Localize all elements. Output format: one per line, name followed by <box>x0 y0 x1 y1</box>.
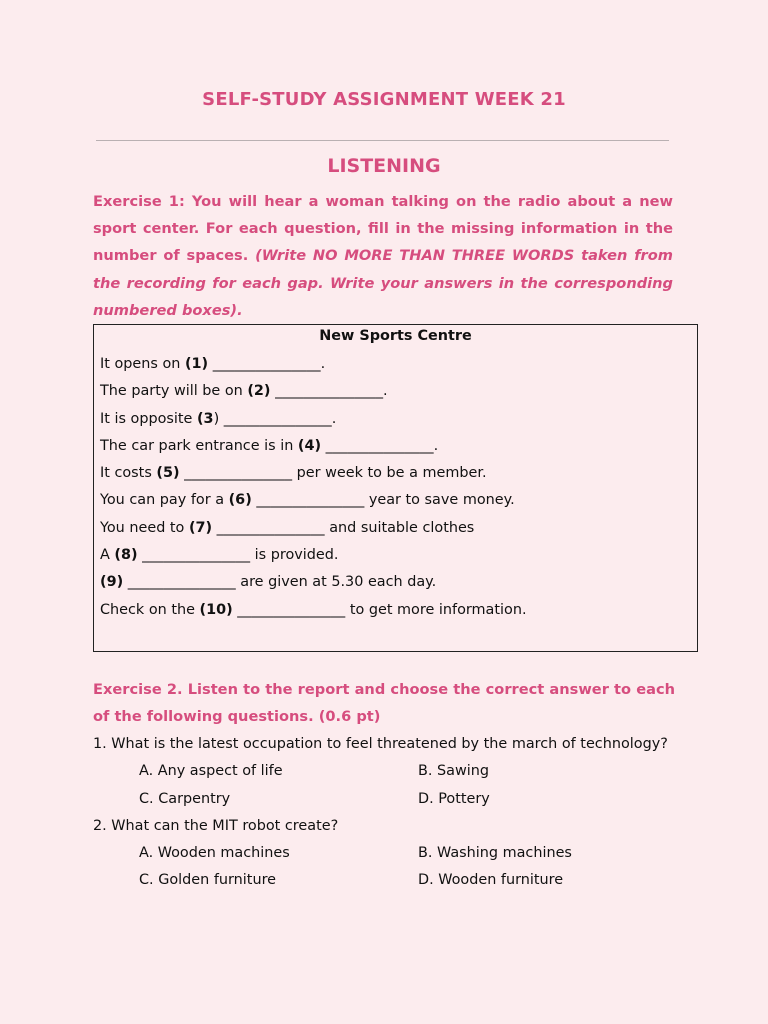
gap-number: (10) <box>199 601 233 618</box>
divider <box>96 140 669 141</box>
gap-text-before: You can pay for a <box>100 492 229 509</box>
gap-line-6 <box>100 487 697 514</box>
question-list <box>93 731 675 895</box>
option-c: C. Carpentry <box>139 790 231 807</box>
exercise-1-text: Exercise 1: You will hear a woman talking on the radio about a new sport center. For each question, fill in the missing information in the number of spaces. <box>93 193 673 265</box>
gap-text-before: You need to <box>100 519 189 536</box>
gap-line-8 <box>100 542 697 569</box>
section-heading: LISTENING <box>327 155 441 177</box>
option-b: B. Washing machines <box>418 845 572 862</box>
gap-text-before: The party will be on <box>100 383 248 400</box>
gap-text-before: The car park entrance is in <box>100 437 298 454</box>
gap-number: (9) <box>100 574 124 591</box>
gap-number: (8) <box>114 547 138 564</box>
gap-text-after: _______________. <box>270 383 388 400</box>
gap-text-after: _______________ to get more information. <box>232 601 527 618</box>
gap-number: (1) <box>184 356 209 372</box>
gap-number: (3 <box>196 410 214 427</box>
gap-number: (7) <box>188 519 213 536</box>
gap-text-after: _______________ per week to be a member. <box>179 465 487 482</box>
gap-text-before: It opens on <box>100 356 185 372</box>
gap-text-after: _______________. <box>208 356 326 372</box>
gap-line-4 <box>100 433 697 460</box>
gap-text-after: _______________ is provided. <box>137 547 339 564</box>
box-title: New Sports Centre <box>319 328 472 344</box>
gap-line-2 <box>100 378 697 405</box>
option-d: D. Pottery <box>418 790 490 807</box>
gap-line-10 <box>100 597 697 624</box>
gap-number: (2) <box>247 383 271 400</box>
gap-text-after: _______________. <box>321 437 439 454</box>
option-row <box>93 867 675 894</box>
gap-number: (5) <box>156 465 180 482</box>
option-row <box>93 786 675 813</box>
fill-in-box <box>93 324 698 652</box>
option-b: B. Sawing <box>418 763 489 780</box>
gap-line-5 <box>100 460 697 487</box>
option-row <box>93 758 675 785</box>
gap-text-after: ) _______________. <box>213 410 337 427</box>
gap-line-3 <box>100 406 697 433</box>
gap-number: (4) <box>297 437 322 454</box>
option-a: A. Wooden machines <box>139 845 290 862</box>
exercise-1-instruction <box>93 188 673 324</box>
exercise-2-instruction: Exercise 2. Listen to the report and choose the correct answer to each of the following questions. (0.6 pt) <box>93 681 675 726</box>
option-row <box>93 840 675 867</box>
gap-line-9 <box>100 569 697 596</box>
question-2: 2. What can the MIT robot create? <box>93 817 339 834</box>
question-1: 1. What is the latest occupation to feel threatened by the march of technology? <box>93 736 668 752</box>
gap-line-7 <box>100 515 697 542</box>
option-d: D. Wooden furniture <box>418 872 564 889</box>
option-c: C. Golden furniture <box>139 872 277 889</box>
gap-line-1 <box>100 351 697 378</box>
page-title: SELF-STUDY ASSIGNMENT WEEK 21 <box>202 89 566 110</box>
gap-text-before: A <box>100 547 115 564</box>
option-a: A. Any aspect of life <box>139 763 283 780</box>
gap-text-before: It costs <box>100 465 157 482</box>
gap-text-before: Check on the <box>100 601 200 618</box>
gap-text-before: It is opposite <box>100 410 197 427</box>
gap-text-after: _______________ are given at 5.30 each day. <box>123 574 437 591</box>
exercise-1-note: (Write NO MORE THAN THREE WORDS taken from the recording for each gap. Write your answers in the corresponding numbered boxes). <box>93 247 673 319</box>
gap-number: (6) <box>228 492 252 509</box>
gap-text-after: _______________ year to save money. <box>251 492 515 509</box>
gap-text-after: _______________ and suitable clothes <box>212 519 475 536</box>
box-lines <box>94 351 697 624</box>
